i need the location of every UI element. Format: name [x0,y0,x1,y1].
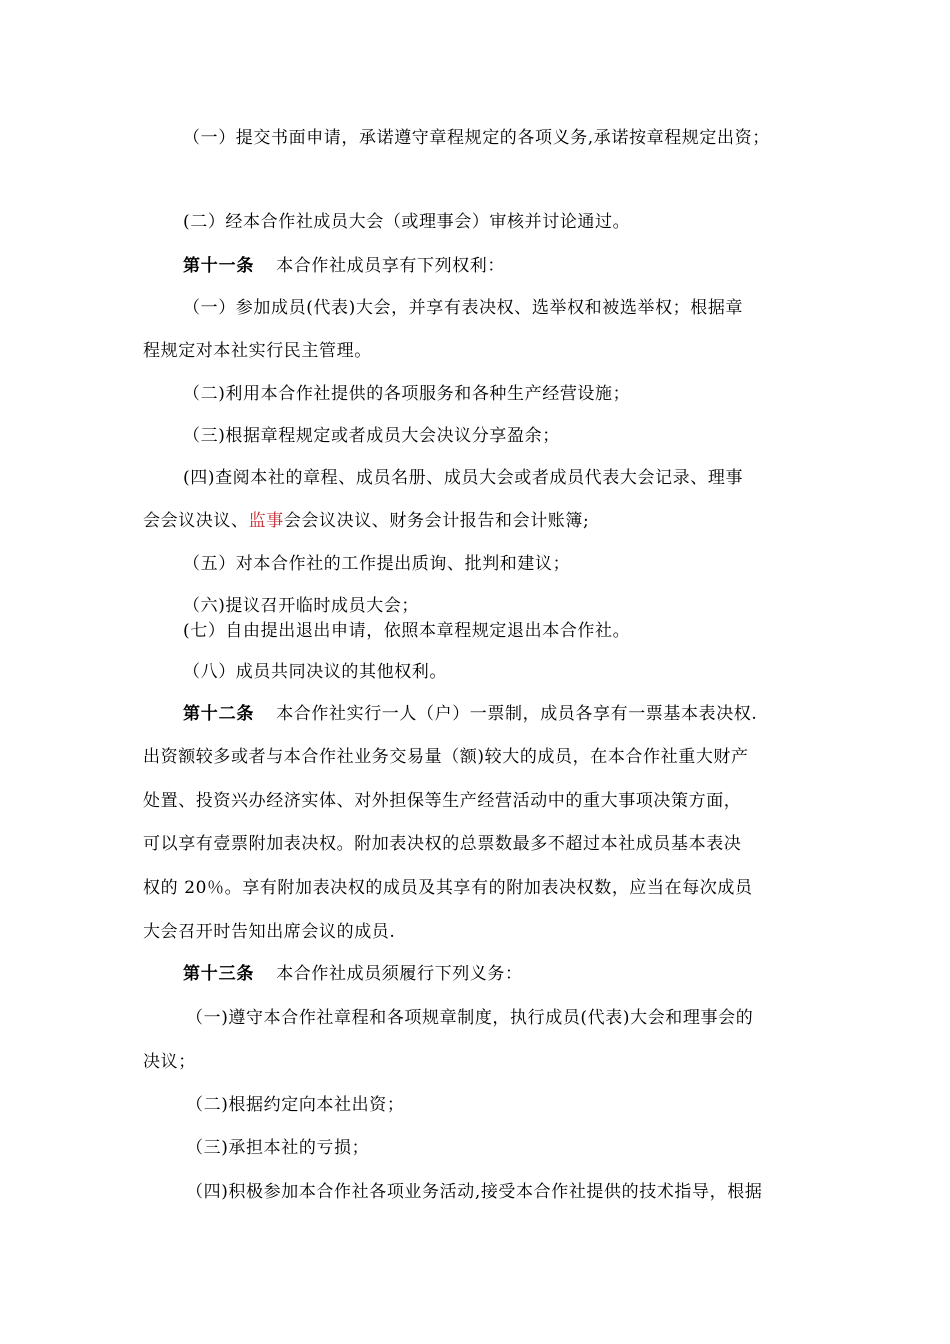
article-text: 本合作社成员享有下列权利： [276,256,506,276]
paragraph-line: 决议； [143,1052,196,1072]
paragraph-line: （八）成员共同决议的其他权利。 [183,662,447,682]
line-text: 会会议决议、 [143,511,249,531]
paragraph-line: (七）自由提出退出申请，依照本章程规定退出本合作社。 [183,621,631,641]
paragraph-line: (四)查阅本社的章程、成员名册、成员大会或者成员代表大会记录、理事 [183,468,744,488]
paragraph-line: 处置、投资兴办经济实体、对外担保等生产经营活动中的重大事项决策方面， [143,791,742,811]
article-line [183,962,823,986]
paragraph-line: （六)提议召开临时成员大会； [183,596,420,616]
article-line [183,254,823,278]
paragraph-line: 大会召开时告知出席会议的成员. [143,922,396,942]
article-text: 本合作社实行一人（户）一票制，成员各享有一票基本表决权. [276,704,758,724]
paragraph-line [143,509,823,533]
paragraph-line: （三)根据章程规定或者成员大会决议分享盈余； [183,426,560,446]
paragraph-line: 程规定对本社实行民主管理。 [143,341,372,361]
article-heading: 第十一条 [183,256,255,276]
paragraph-line: (二）经本合作社成员大会（或理事会）审核并讨论通过。 [183,212,631,232]
paragraph-line: （一）参加成员(代表)大会，并享有表决权、选举权和被选举权；根据章 [183,298,744,318]
paragraph-line: （五）对本合作社的工作提出质询、批判和建议； [183,554,571,574]
paragraph-line: （一)遵守本合作社章程和各项规章制度，执行成员(代表)大会和理事会的 [186,1008,754,1028]
article-heading: 第十二条 [183,704,255,724]
line-text: 会会议决议、财务会计报告和会计账簿; [283,511,590,531]
article-line [183,702,823,726]
paragraph-line: （四)积极参加本合作社各项业务活动,接受本合作社提供的技术指导，根据 [186,1182,763,1202]
highlighted-word: 监事 [248,511,284,531]
paragraph-line: （三)承担本社的亏损； [186,1138,370,1158]
article-heading: 第十三条 [183,964,255,984]
article-text: 本合作社成员须履行下列义务： [276,964,523,984]
paragraph-line: （一）提交书面申请，承诺遵守章程规定的各项义务,承诺按章程规定出资； [183,128,770,148]
paragraph-line: （二)利用本合作社提供的各项服务和各种生产经营设施； [183,384,631,404]
paragraph-line: （二)根据约定向本社出资； [186,1095,405,1115]
paragraph-line: 出资额较多或者与本合作社业务交易量（额)较大的成员，在本合作社重大财产 [143,747,749,767]
paragraph-line: 权的 20％。享有附加表决权的成员及其享有的附加表决权数，应当在每次成员 [143,878,753,898]
paragraph-line: 可以享有壹票附加表决权。附加表决权的总票数最多不超过本社成员基本表决 [143,834,742,854]
